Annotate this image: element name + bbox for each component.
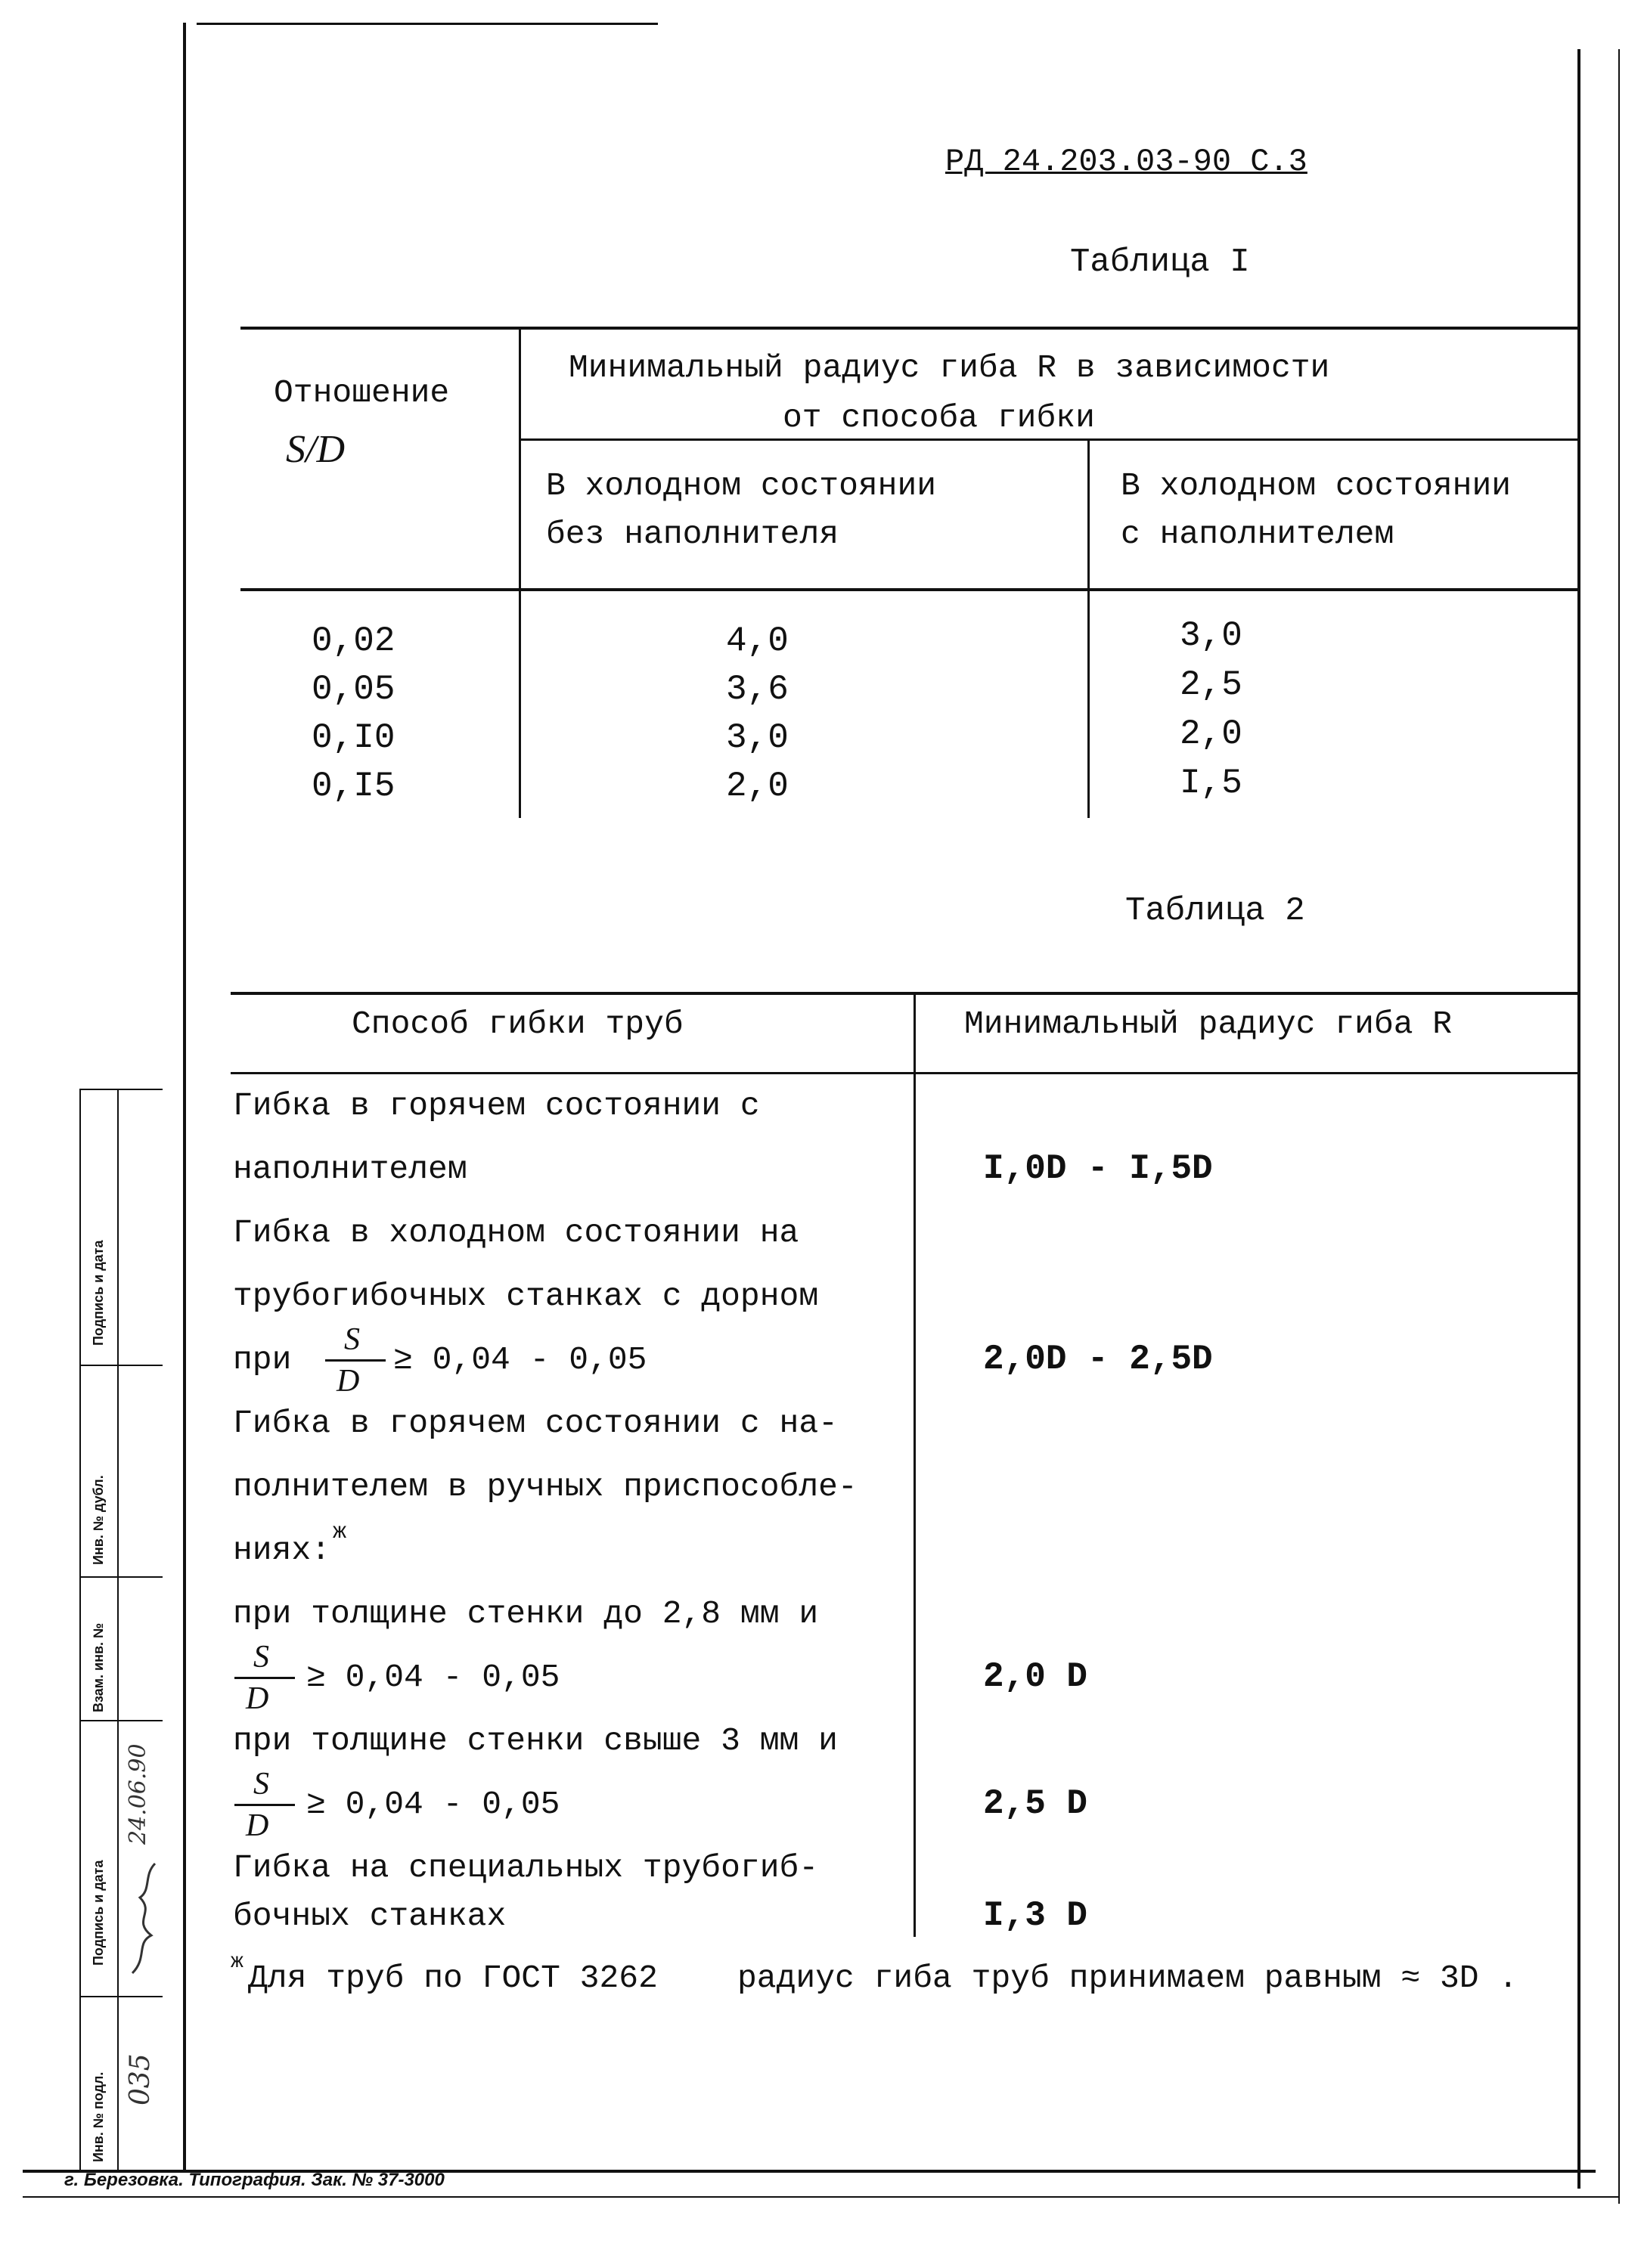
footnote-mark: ж — [231, 1950, 243, 1974]
stamp-label-signature-date-2: Подпись и дата — [91, 1860, 106, 1966]
fraction-numerator: S — [253, 1640, 269, 1675]
fraction-s-over-d — [231, 1639, 299, 1722]
stamp-label-original-inventory: Инв. № подл. — [91, 2071, 106, 2162]
table1-col1-header: Отношение — [274, 374, 450, 411]
table2-top-rule — [231, 992, 1577, 995]
table1-row-with-filler: 3,0 — [1180, 616, 1242, 655]
stamp-label-replacement-inventory: Взам. инв. № — [91, 1622, 106, 1712]
fraction-s-over-d — [231, 1766, 299, 1849]
stamp-sep-4 — [79, 1996, 163, 1997]
table1-col1-symbol: S/D — [286, 428, 345, 471]
printer-line: г. Березовка. Типография. Зак. № 37-3000 — [64, 2170, 445, 2190]
stamp-label-duplicate-inventory: Инв. № дубл. — [91, 1475, 106, 1565]
fraction-s-over-d — [321, 1321, 389, 1405]
table1-row-no-filler: 3,0 — [726, 718, 789, 758]
table2-line-9: при толщине стенки до 2,8 мм и — [233, 1595, 819, 1632]
stamp-sep-3 — [79, 1720, 163, 1721]
table2-line-12-condition: ≥ 0,04 - 0,05 — [306, 1786, 560, 1823]
table1-col3-header-line1: В холодном состоянии — [1121, 467, 1512, 504]
handwritten-signature-date: 24.06.90 — [125, 1743, 151, 1845]
table1-row-no-filler: 2,0 — [726, 767, 789, 806]
table1-row-no-filler: 4,0 — [726, 621, 789, 661]
table1-vline-1 — [519, 327, 521, 818]
table2-line-7: полнителем в ручных приспособле- — [233, 1468, 858, 1505]
right-edge-line — [1618, 49, 1620, 2204]
handwritten-inventory-number: 035 — [125, 2053, 156, 2105]
right-border-line — [1577, 49, 1580, 2189]
stamp-label-signature-date: Подпись и дата — [91, 1240, 106, 1346]
stamp-top — [79, 1089, 163, 1090]
table1-row-with-filler: I,5 — [1180, 764, 1242, 803]
table2-line-1: Гибка в горячем состоянии с — [233, 1087, 760, 1124]
fraction-denominator: D — [246, 1681, 269, 1716]
stamp-outer-left — [79, 1089, 81, 2170]
table1-row-with-filler: 2,0 — [1180, 714, 1242, 754]
table2-vline — [914, 992, 916, 1937]
fraction-bar — [234, 1804, 295, 1806]
table2-title: Таблица 2 — [1125, 892, 1305, 930]
table1-row-no-filler: 3,6 — [726, 670, 789, 709]
stamp-sep-1 — [79, 1365, 163, 1366]
table1-col2-header-line1: В холодном состоянии — [546, 467, 937, 504]
table2-line-8: ниях: — [233, 1532, 331, 1569]
table1-span-header-line2: от способа гибки — [783, 399, 1095, 436]
table2-line-4: трубогибочных станках с дорном — [233, 1278, 819, 1315]
table2-line-2: наполнителем — [233, 1151, 467, 1188]
fraction-bar — [234, 1677, 295, 1679]
table1-col3-header-line2: с наполнителем — [1121, 516, 1394, 553]
footnote-text-b: радиус гиба труб принимаем равным ≈ 3D . — [737, 1960, 1518, 1997]
table1-col2-header-line2: без наполнителя — [546, 516, 839, 553]
table2-value-1: I,0D - I,5D — [983, 1149, 1213, 1188]
fraction-denominator: D — [337, 1364, 360, 1399]
printer-rule — [23, 2196, 1618, 2198]
fraction-numerator: S — [344, 1322, 360, 1357]
handwritten-signature — [125, 1852, 163, 1981]
table1-row-ratio: 0,05 — [312, 670, 395, 709]
table2-col1-header: Способ гибки труб — [352, 1005, 684, 1043]
table2-value-3: 2,0 D — [983, 1657, 1088, 1696]
table2-col2-header: Минимальный радиус гиба R — [964, 1005, 1453, 1043]
fraction-numerator: S — [253, 1767, 269, 1802]
fraction-denominator: D — [246, 1808, 269, 1843]
top-border-line — [197, 23, 658, 25]
table1-row-ratio: 0,I5 — [312, 767, 395, 806]
table2-line-8-mark: ж — [333, 1520, 347, 1545]
table2-line-14: бочных станках — [233, 1898, 507, 1935]
table2-line-5-condition: ≥ 0,04 - 0,05 — [393, 1341, 647, 1378]
table2-value-2: 2,0D - 2,5D — [983, 1340, 1213, 1379]
table2-value-5: I,3 D — [983, 1896, 1088, 1935]
table2-value-4: 2,5 D — [983, 1784, 1088, 1823]
left-border-line — [183, 23, 186, 2170]
table1-span-header-line1: Минимальный радиус гиба R в зависимости — [569, 349, 1330, 386]
fraction-bar — [325, 1359, 386, 1362]
table1-row-with-filler: 2,5 — [1180, 665, 1242, 705]
table1-title: Таблица I — [1070, 243, 1250, 281]
table2-line-6: Гибка в горячем состоянии с на- — [233, 1405, 838, 1442]
footnote-text-a: Для труб по ГОСТ 3262 — [248, 1960, 658, 1997]
table1-vline-2 — [1087, 438, 1090, 818]
table2-line-5-prefix: при — [233, 1341, 292, 1378]
document-code: РД 24.203.03-90 С.3 — [945, 144, 1307, 180]
table1-header-bottom-rule — [240, 588, 1577, 591]
stamp-sep-2 — [79, 1576, 163, 1578]
stamp-divider — [117, 1089, 119, 2170]
table2-line-13: Гибка на специальных трубогиб- — [233, 1849, 819, 1886]
table1-top-rule — [240, 327, 1577, 330]
table2-line-11: при толщине стенки свыше 3 мм и — [233, 1722, 838, 1759]
table2-line-10-condition: ≥ 0,04 - 0,05 — [306, 1659, 560, 1696]
table1-row-ratio: 0,02 — [312, 621, 395, 661]
table2-line-3: Гибка в холодном состоянии на — [233, 1214, 799, 1251]
table1-row-ratio: 0,I0 — [312, 718, 395, 758]
table2-header-bottom-rule — [231, 1072, 1577, 1074]
table1-span-rule — [520, 438, 1577, 441]
